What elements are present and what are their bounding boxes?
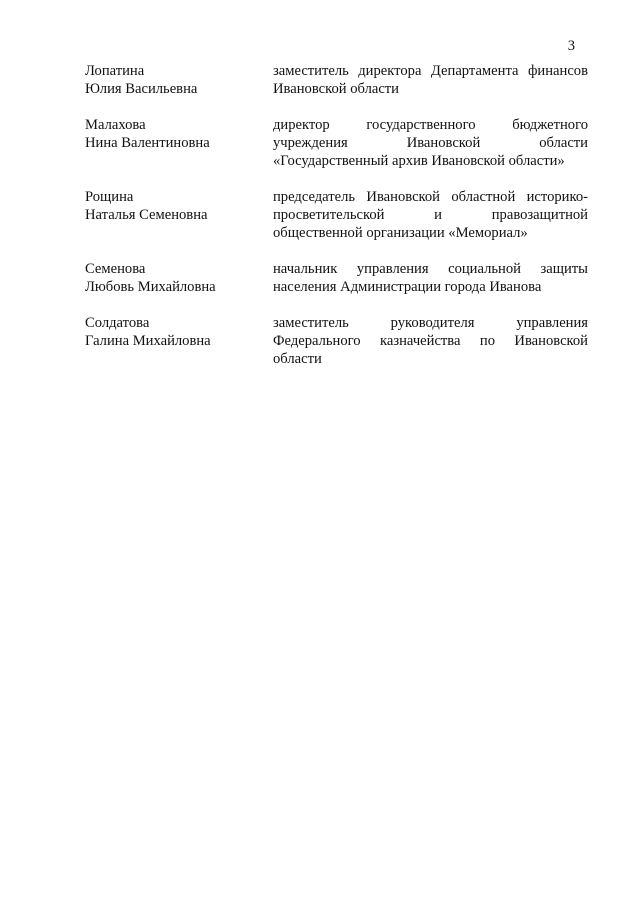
member-name xyxy=(85,116,273,152)
member-position: заместитель руководителя управления Федерального казначейства по Ивановской области xyxy=(273,315,588,367)
member-row xyxy=(85,116,588,170)
member-surname: Малахова xyxy=(85,117,146,133)
member-name xyxy=(85,314,273,350)
member-row xyxy=(85,62,588,98)
member-position: председатель Ивановской областной историко-просветительской и правозащитной общественной организации «Мемориал» xyxy=(273,189,588,241)
member-name xyxy=(85,260,273,296)
member-position: директор государственного бюджетного учреждения Ивановской области «Государственный архив Ивановской области» xyxy=(273,117,588,169)
member-row xyxy=(85,314,588,368)
member-row xyxy=(85,260,588,296)
member-given-names: Галина Михайловна xyxy=(85,333,211,349)
member-given-names: Юлия Васильевна xyxy=(85,81,198,97)
member-given-names: Нина Валентиновна xyxy=(85,135,210,151)
member-position: заместитель директора Департамента финансов Ивановской области xyxy=(273,63,588,97)
member-surname: Лопатина xyxy=(85,63,145,79)
member-given-names: Любовь Михайловна xyxy=(85,279,216,295)
member-given-names: Наталья Семеновна xyxy=(85,207,208,223)
member-name xyxy=(85,188,273,224)
page-number: 3 xyxy=(567,38,575,54)
member-name xyxy=(85,62,273,98)
member-list xyxy=(85,62,588,386)
member-position: начальник управления социальной защиты населения Администрации города Иванова xyxy=(273,261,588,295)
member-surname: Рощина xyxy=(85,189,134,205)
member-surname: Солдатова xyxy=(85,315,150,331)
member-surname: Семенова xyxy=(85,261,146,277)
member-row xyxy=(85,188,588,242)
